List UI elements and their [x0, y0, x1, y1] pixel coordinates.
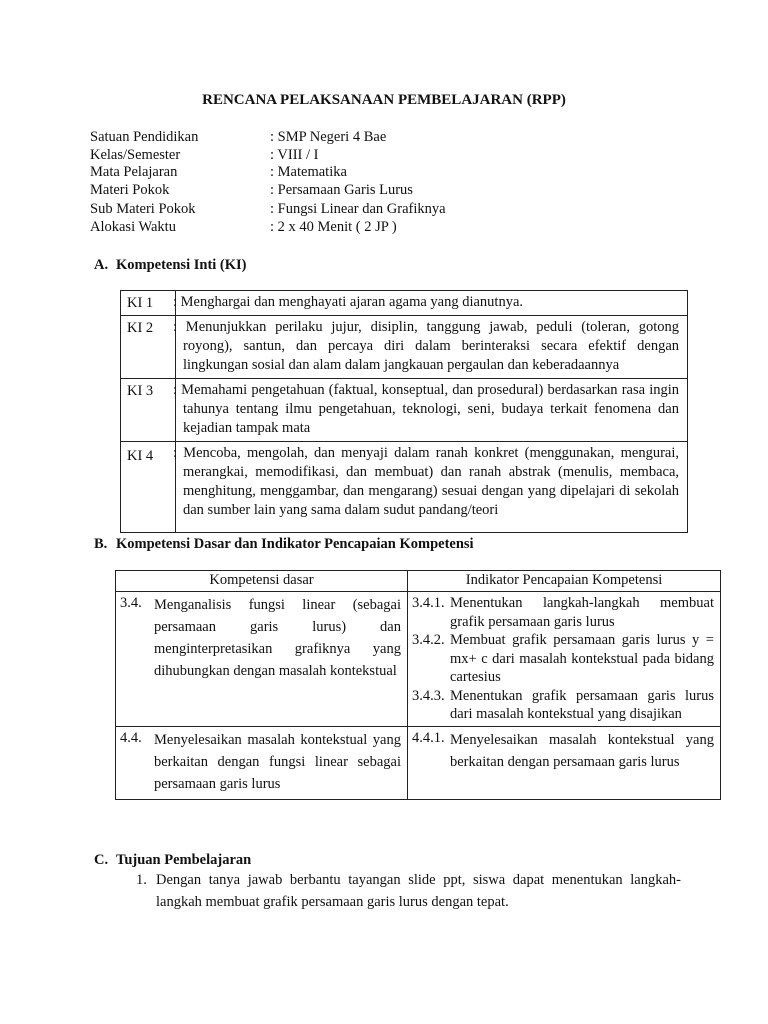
indicator-item [412, 594, 714, 631]
table-row [121, 442, 688, 533]
ki-code: KI 1 [121, 291, 176, 316]
section-title: Kompetensi Dasar dan Indikator Pencapaian Kompetensi [116, 536, 474, 552]
indicator-item [412, 687, 714, 724]
table-header-row [116, 571, 721, 592]
info-row [90, 182, 446, 200]
ki-description: : Menghargai dan menghayati ajaran agama yang dianutnya. [176, 291, 688, 316]
goal-number: 1. [136, 872, 147, 888]
indicator-text: Menentukan grafik persamaan garis lurus dari masalah kontekstual yang disajikan [450, 687, 714, 722]
info-label: Materi Pokok [90, 181, 170, 198]
info-value: : VIII / I [270, 146, 319, 163]
table-row [121, 316, 688, 379]
kd-text: Menyelesaikan masalah kontekstual yang berkaitan dengan fungsi linear sebagai persamaan garis lurus [154, 731, 401, 792]
info-row [90, 129, 446, 147]
ki-description: : Mencoba, mengolah, dan menyaji dalam ranah konkret (menggunakan, mengurai, merangkai, memodifikasi, dan membuat) dan ranah abstrak (menulis, membaca, menghitung, menggambar, dan mengarang) sesuai dengan yang dipelajari di sekolah dan sumber lain yang sama dalam sudut pandang/teori [176, 442, 688, 533]
section-heading-a [94, 257, 247, 274]
kd-item [120, 729, 401, 795]
indicator-cell [408, 592, 721, 727]
identity-block [90, 129, 446, 237]
section-heading-c [94, 852, 251, 869]
info-row [90, 219, 446, 237]
ki-code: KI 3 [121, 379, 176, 442]
indicator-cell [408, 726, 721, 799]
indicator-text: Membuat grafik persamaan garis lurus y = mx+ c dari masalah kontekstual pada bidang cartesius [450, 632, 714, 685]
info-value: : Fungsi Linear dan Grafiknya [270, 201, 446, 218]
indicator-item [412, 729, 714, 773]
kd-number: 3.4. [120, 595, 142, 611]
info-row [90, 147, 446, 165]
section-number: C. [94, 852, 109, 868]
ki-description: : Memahami pengetahuan (faktual, konseptual, dan prosedural) berdasarkan rasa ingin tahunya tentang ilmu pengetahuan, teknologi, seni, budaya terkait fenomena dan kejadian tampak mata [176, 379, 688, 442]
info-label: Alokasi Waktu [90, 218, 176, 235]
info-value: : Persamaan Garis Lurus [270, 181, 413, 198]
info-value: : Matematika [270, 164, 347, 181]
kd-text: Menganalisis fungsi linear (sebagai persamaan garis lurus) dan menginterpretasikan grafiknya yang dihubungkan dengan masalah kontekstual [154, 597, 401, 679]
indicator-text: Menyelesaikan masalah kontekstual yang berkaitan dengan persamaan garis lurus [450, 731, 714, 770]
section-number: A. [94, 257, 109, 273]
indicator-item [412, 631, 714, 687]
table-row [116, 726, 721, 799]
kd-cell [116, 592, 408, 727]
kd-table [115, 570, 721, 800]
kd-item [120, 594, 401, 682]
info-label: Satuan Pendidikan [90, 129, 199, 145]
ki-code: KI 2 [121, 316, 176, 379]
section-title: Tujuan Pembelajaran [116, 852, 252, 868]
list-item [136, 869, 681, 913]
indicator-number: 3.4.1. [412, 595, 445, 611]
info-label: Kelas/Semester [90, 146, 181, 163]
table-row [116, 592, 721, 727]
table-row [121, 291, 688, 316]
table-row [121, 379, 688, 442]
indicator-text: Menentukan langkah-langkah membuat grafik persamaan garis lurus [450, 595, 714, 630]
ki-description: : Menunjukkan perilaku jujur, disiplin, tanggung jawab, peduli (toleran, gotong royong), santun, dan percaya diri dalam berinteraksi secara efektif dengan lingkungan sosial dan alam dalam jangkauan pergaulan dan keberadaannya [176, 316, 688, 379]
info-label: Sub Materi Pokok [90, 201, 196, 218]
info-value: : SMP Negeri 4 Bae [270, 129, 387, 145]
document-title: RENCANA PELAKSANAAN PEMBELAJARAN (RPP) [202, 92, 566, 108]
info-label: Mata Pelajaran [90, 164, 178, 181]
ki-table [120, 290, 688, 533]
column-header: Kompetensi dasar [116, 571, 408, 592]
kd-number: 4.4. [120, 729, 142, 746]
column-header: Indikator Pencapaian Kompetensi [408, 571, 721, 592]
goal-text: Dengan tanya jawab berbantu tayangan slide ppt, siswa dapat menentukan langkah-langkah membuat grafik persamaan garis lurus dengan tepat. [156, 872, 681, 910]
kd-cell [116, 726, 408, 799]
section-number: B. [94, 536, 108, 552]
section-heading-b [94, 536, 474, 553]
section-title: Kompetensi Inti (KI) [116, 257, 247, 273]
indicator-number: 3.4.3. [412, 687, 445, 704]
indicator-number: 3.4.2. [412, 632, 445, 648]
info-row [90, 164, 446, 182]
ki-code: KI 4 [121, 442, 176, 533]
info-value: : 2 x 40 Menit ( 2 JP ) [270, 218, 397, 235]
info-row [90, 201, 446, 219]
indicator-number: 4.4.1. [412, 729, 445, 746]
